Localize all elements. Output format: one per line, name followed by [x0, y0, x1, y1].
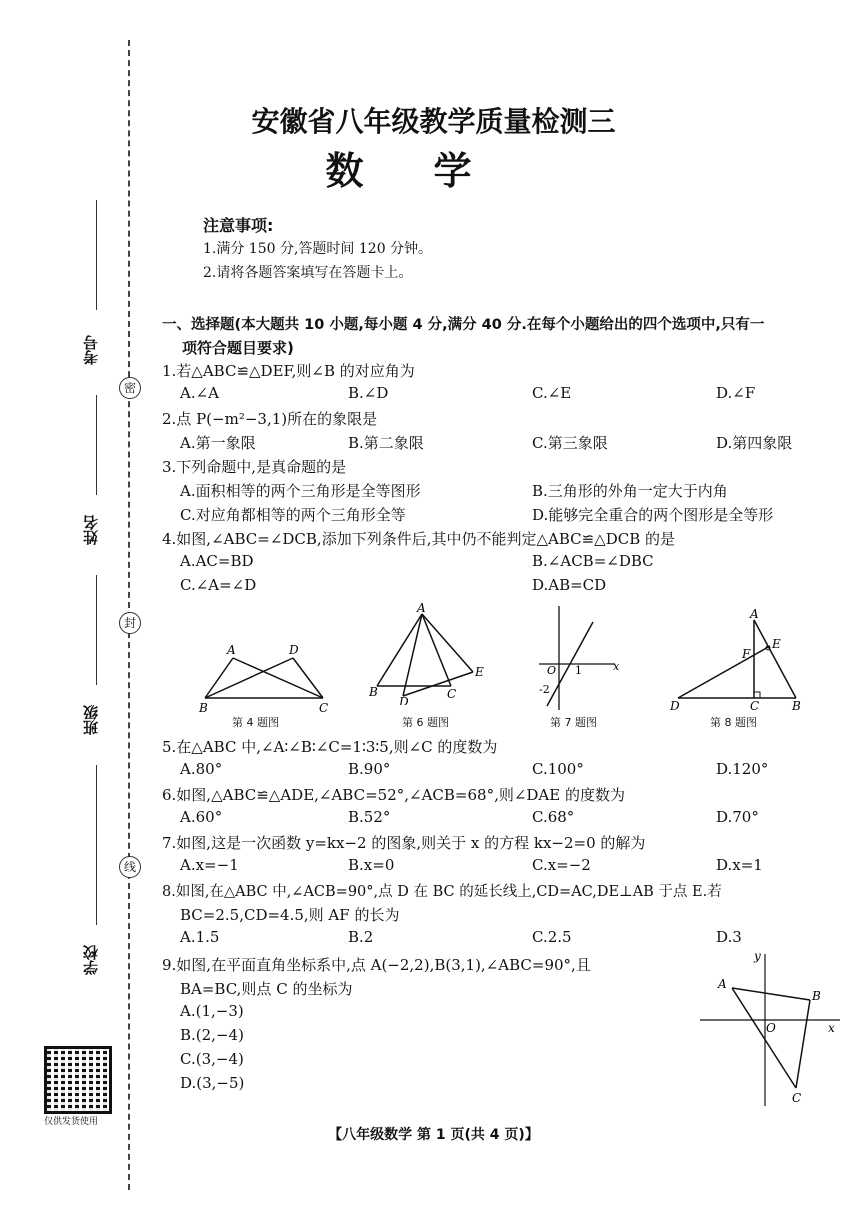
question-6-stem: 6.如图,△ABC≌△ADE,∠ABC=52°,∠ACB=68°,则∠DAE 的度数为: [162, 786, 625, 804]
qr-code-image: [44, 1046, 112, 1114]
fig7-caption: 第 7 题图: [550, 716, 597, 729]
q4-option-d: D.AB=CD: [532, 576, 607, 594]
fig8-label-c: C: [750, 699, 760, 713]
note-item-2: 2.请将各题答案填写在答题卡上。: [203, 265, 413, 281]
fig4-caption: 第 4 题图: [232, 716, 279, 729]
question-1-stem: 1.若△ABC≌△DEF,则∠B 的对应角为: [162, 362, 415, 380]
q7-option-a: A.x=−1: [180, 856, 239, 874]
exam-number-blank: [96, 200, 99, 310]
fig4-label-c: C: [319, 701, 329, 715]
q9-option-d: D.(3,−5): [180, 1074, 245, 1092]
q1-option-b: B.∠D: [348, 384, 389, 402]
q4-option-a: A.AC=BD: [180, 552, 254, 570]
question-9-stem-cont: BA=BC,则点 C 的坐标为: [180, 980, 353, 998]
fig9-label-x: x: [828, 1021, 835, 1035]
side-label-class: 班级: [82, 705, 100, 735]
fig8-label-f: F: [742, 647, 751, 661]
fig4-label-b: B: [199, 701, 208, 715]
fig4-label-d: D: [289, 643, 299, 657]
seal-mi: 密: [119, 377, 141, 399]
question-4-stem: 4.如图,∠ABC=∠DCB,添加下列条件后,其中仍不能判定△ABC≌△DCB 的是: [162, 530, 676, 548]
figure-q4: [195, 640, 335, 715]
q5-option-c: C.100°: [532, 760, 584, 778]
q8-option-b: B.2: [348, 928, 374, 946]
seal-feng: 封: [119, 612, 141, 634]
q5-option-a: A.80°: [180, 760, 223, 778]
question-8-stem-cont: BC=2.5,CD=4.5,则 AF 的长为: [180, 906, 400, 924]
fig9-label-a: A: [718, 977, 727, 991]
fig6-label-e: E: [475, 665, 484, 679]
figure-q9: [700, 948, 845, 1108]
exam-title: 安徽省八年级教学质量检测三: [251, 105, 616, 138]
q7-option-b: B.x=0: [348, 856, 395, 874]
fig9-label-o: O: [766, 1021, 776, 1035]
question-9-stem: 9.如图,在平面直角坐标系中,点 A(−2,2),B(3,1),∠ABC=90°,且: [162, 956, 591, 974]
fig9-label-b: B: [812, 989, 821, 1003]
q3-option-a: A.面积相等的两个三角形是全等图形: [180, 482, 421, 500]
page-footer: 【八年级数学 第 1 页(共 4 页)】: [328, 1127, 539, 1143]
q5-option-b: B.90°: [348, 760, 391, 778]
question-7-stem: 7.如图,这是一次函数 y=kx−2 的图象,则关于 x 的方程 kx−2=0 的解为: [162, 834, 646, 852]
q3-option-c: C.对应角都相等的两个三角形全等: [180, 506, 406, 524]
question-3-stem: 3.下列命题中,是真命题的是: [162, 458, 347, 476]
q1-option-c: C.∠E: [532, 384, 572, 402]
side-label-exam-number: 考号: [82, 335, 100, 365]
q8-option-d: D.3: [716, 928, 742, 946]
fig6-label-b: B: [369, 685, 378, 699]
fig6-caption: 第 6 题图: [402, 716, 449, 729]
school-blank: [96, 765, 99, 925]
name-blank: [96, 395, 99, 495]
fig8-label-b: B: [792, 699, 801, 713]
q3-option-b: B.三角形的外角一定大于内角: [532, 482, 728, 500]
q2-option-c: C.第三象限: [532, 434, 608, 452]
q3-option-d: D.能够完全重合的两个图形是全等形: [532, 506, 774, 524]
figure-q7: [535, 602, 625, 712]
figure-q6: [365, 600, 490, 705]
q2-option-b: B.第二象限: [348, 434, 424, 452]
fig6-label-c: C: [447, 687, 457, 701]
fig7-label-neg2: -2: [539, 683, 550, 696]
q9-option-c: C.(3,−4): [180, 1050, 244, 1068]
q1-option-a: A.∠A: [180, 384, 220, 402]
fig6-label-a: A: [417, 601, 426, 615]
fig6-label-d: D: [399, 695, 409, 705]
fig8-caption: 第 8 题图: [710, 716, 757, 729]
q5-option-d: D.120°: [716, 760, 769, 778]
question-5-stem: 5.在△ABC 中,∠A∶∠B∶∠C=1∶3∶5,则∠C 的度数为: [162, 738, 498, 756]
q4-option-b: B.∠ACB=∠DBC: [532, 552, 654, 570]
seal-xian: 线: [119, 856, 141, 878]
q7-option-c: C.x=−2: [532, 856, 591, 874]
notes-heading: 注意事项:: [203, 216, 274, 235]
side-label-school: 学校: [82, 945, 100, 975]
q6-option-a: A.60°: [180, 808, 223, 826]
q6-option-d: D.70°: [716, 808, 759, 826]
fig7-label-o: O: [547, 664, 557, 677]
qr-caption: 仅供发货使用: [44, 1117, 99, 1127]
q4-option-c: C.∠A=∠D: [180, 576, 257, 594]
subject-title: 数学: [325, 149, 542, 193]
figure-q8: [668, 604, 808, 714]
fig8-label-d: D: [670, 699, 680, 713]
q1-option-d: D.∠F: [716, 384, 756, 402]
fig8-label-e: E: [772, 637, 781, 651]
q2-option-a: A.第一象限: [180, 434, 256, 452]
note-item-1: 1.满分 150 分,答题时间 120 分钟。: [203, 241, 433, 257]
fig7-label-1: 1: [575, 664, 582, 677]
fig7-label-x: x: [613, 660, 620, 673]
q7-option-d: D.x=1: [716, 856, 763, 874]
q9-option-b: B.(2,−4): [180, 1026, 244, 1044]
q6-option-c: C.68°: [532, 808, 575, 826]
section-heading: 一、选择题(本大题共 10 小题,每小题 4 分,满分 40 分.在每个小题给出的四个选项中,只有一: [162, 317, 765, 333]
fig8-label-a: A: [750, 607, 759, 621]
section-heading-cont: 项符合题目要求): [182, 339, 294, 357]
side-label-name: 姓名: [82, 515, 100, 545]
q9-option-a: A.(1,−3): [180, 1002, 244, 1020]
fig4-label-a: A: [227, 643, 236, 657]
question-8-stem: 8.如图,在△ABC 中,∠ACB=90°,点 D 在 BC 的延长线上,CD=AC,DE⊥AB 于点 E.若: [162, 884, 722, 900]
q8-option-c: C.2.5: [532, 928, 572, 946]
class-blank: [96, 575, 99, 685]
q2-option-d: D.第四象限: [716, 434, 793, 452]
q6-option-b: B.52°: [348, 808, 391, 826]
fig9-label-y: y: [754, 949, 761, 963]
fig9-label-c: C: [792, 1091, 802, 1105]
q8-option-a: A.1.5: [180, 928, 220, 946]
question-2-stem: 2.点 P(−m²−3,1)所在的象限是: [162, 410, 378, 428]
